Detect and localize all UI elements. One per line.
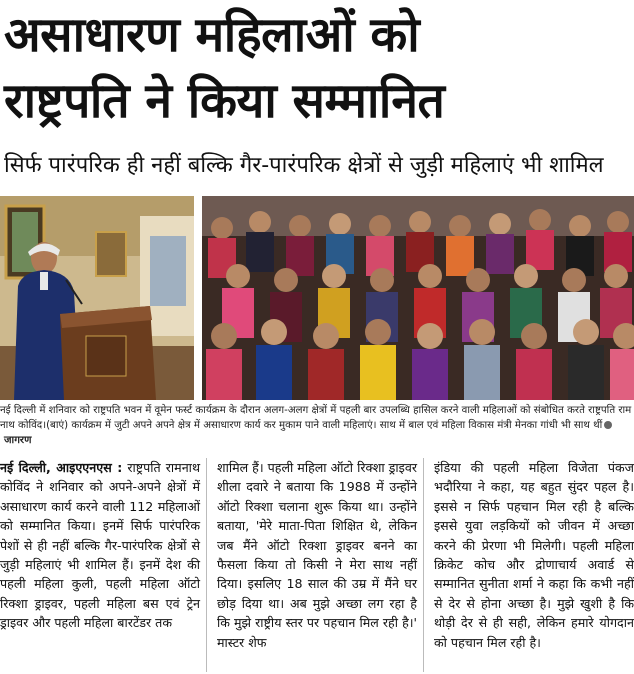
caption-text: नई दिल्ली में शनिवार को राष्ट्रपति भवन में वूमेन फर्स्ट कार्यक्रम के दौरान अलग-अलग क्षेत्रों में पहली बार उपलब्धि हासिल करने वाली महिलाओं को संबोधित करते राष्ट्रपति राम नाथ कोविंद।(बाएं) कार्यक्रम में जुटी अपने अपने क्षेत्र में असाधारण कार्य कर मुकाम पाने वाली महिलाएं। साथ में बाल एवं महिला विकास मंत्री मेनका गांधी भी साथ थीं <box>0 405 632 431</box>
bullet-icon <box>604 421 612 429</box>
article-body <box>0 458 634 672</box>
article-column-3: इंडिया की पहली महिला विजेता पंकज भदौरिया ने कहा, यह बहुत सुंदर पहल है। इससे न सिर्फ पहचान मिल रही है बल्कि इससे युवा लड़कियों को जीवन में अच्छा करने की प्रेरणा भी मिलेगी। पहली महिला क्रिकेट कोच और द्रोणाचार्य अवार्ड से सम्मानित सुनीता शर्मा ने कहा कि कभी नहीं से देर से होना अच्छा है। मुझे खुशी है कि थोड़ी देर से ही सही, लेकिन हमारे योगदान को पहचान मिल रही है। <box>434 460 634 650</box>
photo-caption <box>0 403 634 448</box>
headline <box>4 2 630 134</box>
article-column-1 <box>0 458 207 672</box>
photo-credit: जागरण <box>4 435 32 446</box>
photo-women-group <box>202 196 634 400</box>
headline-line-1: असाधारण महिलाओं को <box>4 7 420 63</box>
photo-president-podium <box>0 196 194 400</box>
article-column-1-text: राष्ट्रपति रामनाथ कोविंद ने शनिवार को अपने-अपने क्षेत्रों में असाधारण कार्य करने वाली 112 महिलाओं को सम्मानित किया। इनमें सिर्फ पारंपरिक पेशों से ही नहीं बल्कि गैर-पारंपरिक क्षेत्रों से जुड़ी महिलाएं भी शामिल हैं। इनमें देश की पहली महिला कुली, पहली महिला ऑटो रिक्शा ड्राइवर, पहली महिला बस एवं ट्रेन ड्राइवर और पहली महिला बारटेंडर तक <box>0 460 200 631</box>
dateline: नई दिल्ली, आइएएनएस : <box>0 460 123 475</box>
subheadline: सिर्फ पारंपरिक ही नहीं बल्कि गैर-पारंपरिक क्षेत्रों से जुड़ी महिलाएं भी शामिल <box>4 153 604 178</box>
article-column-2: शामिल हैं। पहली महिला ऑटो रिक्शा ड्राइवर शीला दवारे ने बताया कि 1988 में उन्होंने ऑटो रिक्शा चलाना शुरू किया था। उन्होंने बताया, 'मेरे माता-पिता शिक्षित थे, लेकिन जब मैंने ऑटो रिक्शा ड्राइवर बनने का फैसला किया तो किसी ने मेरा साथ नहीं दिया। इसलिए 18 साल की उम्र में मैंने घर छोड़ दिया था। अब मुझे अच्छा लग रहा है कि मुझे राष्ट्रीय स्तर पर पहचान मिल रही है।' मास्टर शेफ <box>217 458 424 672</box>
headline-line-2: राष्ट्रपति ने किया सम्मानित <box>4 73 445 129</box>
